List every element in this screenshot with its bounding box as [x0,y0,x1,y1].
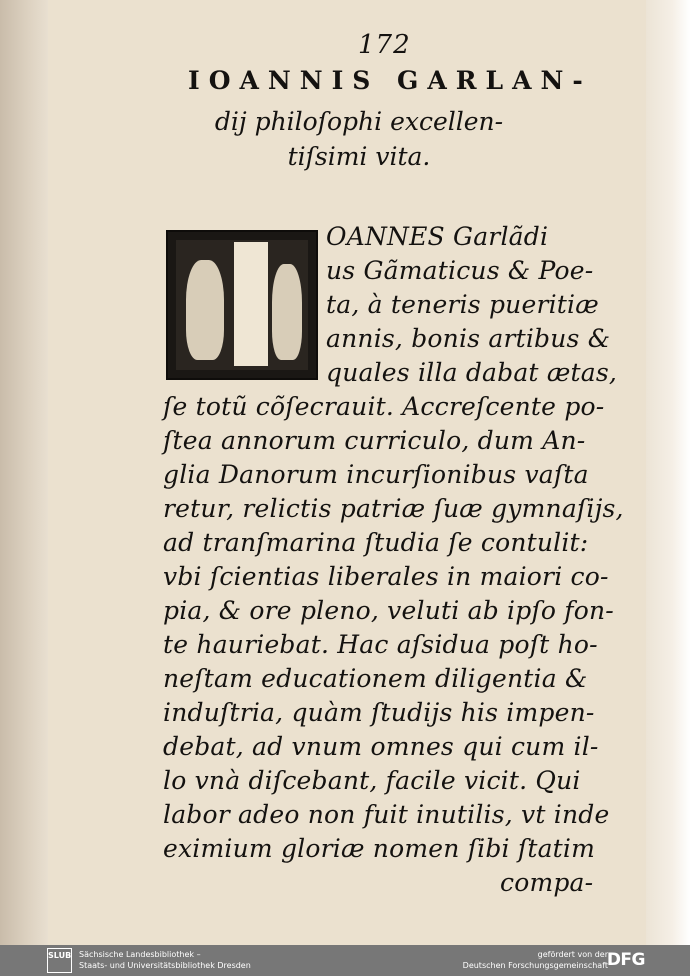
initial-letter-i [234,242,268,366]
title-line: tiſsimi vita. [287,142,431,171]
initial-figure-left [186,260,224,360]
text-line: lo vnà diſcebant, facile vicit. Qui [163,766,581,795]
text-line: ſe totũ cõſecrauit. Accreſcente po- [163,392,605,421]
text-line: ta, à teneris pueritiæ [326,290,599,319]
initial-figure-right [272,264,302,360]
text-line: te hauriebat. Hac aſsidua poſt ho- [163,630,598,659]
text-line: us Gãmaticus & Poe- [326,256,594,285]
text-line: quales illa dabat ætas, [326,358,618,387]
page-edge [646,0,690,945]
page-number: 172 [358,30,411,60]
text-line: ad tranſmarina ſtudia ſe contulit: [163,528,589,557]
text-line: vbi ſcientias liberales in maiori co- [163,562,609,591]
funding-line: Deutschen Forschungsgemeinschaft [462,961,608,970]
book-page [48,0,646,945]
institution-line: Staats- und Universitätsbibliothek Dresden [79,961,251,970]
initial-woodcut [176,240,308,370]
funding-line: gefördert von der [537,950,608,959]
decorated-initial [166,230,318,380]
title-line: dij philoſophi excellen- [214,107,504,136]
footer-bar [0,945,690,976]
binding-shadow [0,0,48,945]
institution-name [79,949,251,971]
text-line: debat, ad vnum omnes qui cum il- [163,732,599,761]
text-line: pia, & ore pleno, veluti ab ipſo fon- [163,596,614,625]
text-line: glia Danorum incurſionibus vaſta [163,460,589,489]
page-text [48,0,646,945]
institution-line: Sächsische Landesbibliothek – [79,950,201,959]
text-line: OANNES Garlãdi [326,222,549,251]
text-line: neſtam educationem diligentia & [163,664,588,693]
dfg-logo[interactable]: DFG [606,950,645,970]
text-line: induſtria, quàm ſtudijs his impen- [163,698,595,727]
catchword: compa- [500,868,594,897]
slub-logo[interactable]: SLUB [47,948,72,973]
running-head: IOANNIS GARLAN- [188,66,592,95]
text-line: eximium gloriæ nomen ſibi ſtatim [163,834,596,863]
text-line: annis, bonis artibus & [326,324,611,353]
text-line: labor adeo non fuit inutilis, vt inde [163,800,610,829]
text-line: ſtea annorum curriculo, dum An- [163,426,586,455]
funding-credit [463,949,608,971]
text-line: retur, relictis patriæ ſuæ gymnaſijs, [163,494,624,523]
